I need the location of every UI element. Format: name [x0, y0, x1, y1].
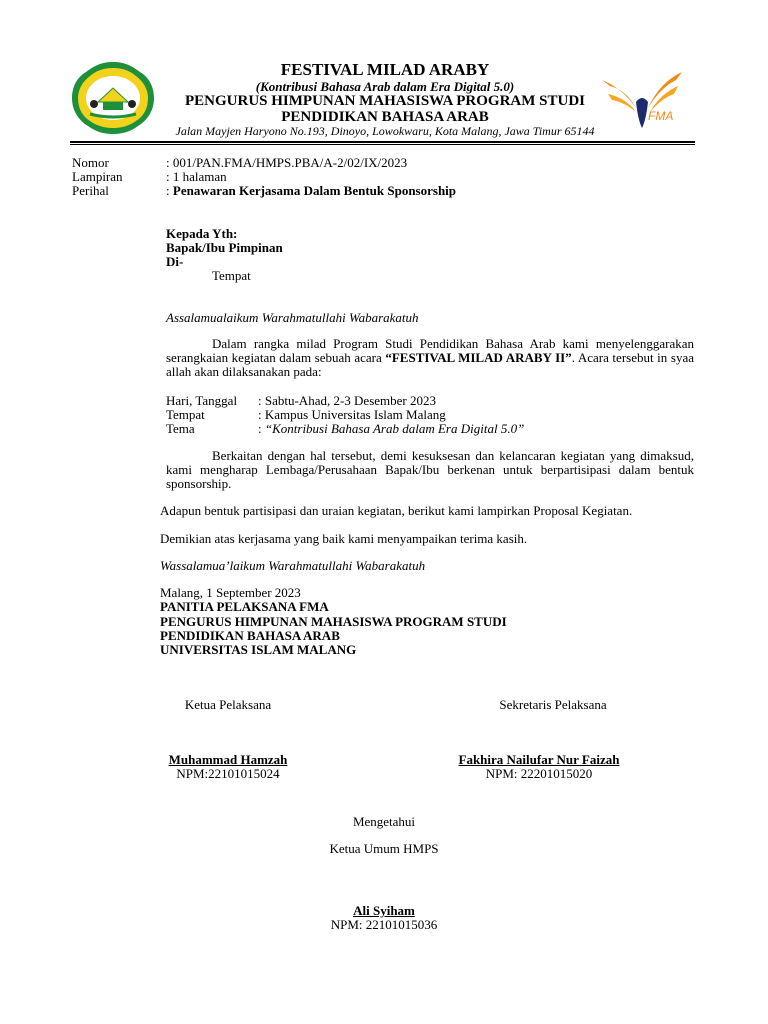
fma-logo-text: FMA — [648, 109, 674, 123]
fma-logo — [596, 68, 688, 134]
lampiran-label: Lampiran — [72, 169, 123, 184]
detail-tempat-value: : Kampus Universitas Islam Malang — [258, 407, 446, 422]
letterhead-org-line1: PENGURUS HIMPUNAN MAHASISWA PROGRAM STUDI — [184, 93, 586, 109]
detail-tempat-label: Tempat — [166, 407, 205, 422]
place-date: Malang, 1 September 2023 — [160, 585, 301, 600]
sender-line4: UNIVERSITAS ISLAM MALANG — [160, 642, 357, 657]
nomor-value: : 001/PAN.FMA/HMPS.PBA/A-2/02/IX/2023 — [166, 155, 408, 170]
right-signatory-npm: NPM: 22201015020 — [485, 766, 593, 781]
left-signatory-npm: NPM:22101015024 — [176, 766, 280, 781]
paragraph-thanks: Demikian atas kerjasama yang baik kami menyampaikan terima kasih. — [160, 531, 528, 546]
paragraph-sponsorship — [166, 449, 694, 491]
paragraph-sponsorship-text: Berkaitan dengan hal tersebut, demi kesuksesan dan kelancaran kegiatan yang dimaksud, kami mengharap Lembaga/Perusahaan Bapak/Ibu berkenan untuk berpartisipasi dalam bentuk sponsorship. — [166, 448, 694, 491]
closing-greeting: Wassalamua’laikum Warahmatullahi Wabarakatuh — [160, 558, 426, 573]
detail-hari-label: Hari, Tanggal — [166, 393, 238, 408]
recipient-line2: Bapak/Ibu Pimpinan — [166, 240, 283, 255]
event-name: “FESTIVAL MILAD ARABY II” — [385, 350, 572, 365]
center-signatory-role: Ketua Umum HMPS — [329, 841, 439, 856]
sender-line3: PENDIDIKAN BAHASA ARAB — [160, 628, 340, 643]
letterhead-rule — [70, 141, 695, 143]
detail-hari-value: : Sabtu-Ahad, 2-3 Desember 2023 — [258, 393, 436, 408]
letterhead-rule-thin — [70, 144, 695, 145]
greeting: Assalamualaikum Warahmatullahi Wabarakatuh — [166, 310, 419, 325]
right-signatory-role: Sekretaris Pelaksana — [499, 697, 607, 712]
left-signatory-role: Ketua Pelaksana — [184, 697, 272, 712]
detail-tema-value: “Kontribusi Bahasa Arab dalam Era Digital 5.0” — [264, 421, 525, 436]
mengetahui-label: Mengetahui — [352, 814, 416, 829]
letterhead-org-line2: PENDIDIKAN BAHASA ARAB — [281, 109, 489, 125]
letterhead-title: FESTIVAL MILAD ARABY — [280, 60, 490, 79]
perihal-value: Penawaran Kerjasama Dalam Bentuk Sponsorship — [172, 183, 457, 198]
paragraph-attachment: Adapun bentuk partisipasi dan uraian kegiatan, berikut kami lampirkan Proposal Kegiatan. — [160, 503, 633, 518]
perihal-row — [166, 183, 456, 198]
detail-tema-row — [258, 421, 524, 436]
paragraph-intro-tail: . Acara tersebut in syaa allah akan dilaksanakan pada: — [166, 350, 694, 379]
sender-line2: PENGURUS HIMPUNAN MAHASISWA PROGRAM STUDI — [160, 614, 507, 629]
detail-tema-label: Tema — [166, 421, 195, 436]
paragraph-intro — [166, 337, 694, 379]
left-signatory-name: Muhammad Hamzah — [168, 752, 288, 767]
lampiran-value: : 1 halaman — [166, 169, 227, 184]
hmps-logo — [70, 60, 156, 136]
detail-tema-colon: : — [258, 421, 265, 436]
recipient-line3: Di- — [166, 254, 184, 269]
sender-line1: PANITIA PELAKSANA FMA — [160, 599, 329, 614]
recipient-line1: Kepada Yth: — [166, 226, 238, 241]
letterhead-address: Jalan Mayjen Haryono No.193, Dinoyo, Lowokwaru, Kota Malang, Jawa Timur 65144 — [175, 124, 595, 138]
right-signatory-name: Fakhira Nailufar Nur Faizah — [458, 752, 620, 767]
perihal-colon: : — [166, 183, 173, 198]
recipient-line4: Tempat — [212, 268, 251, 283]
perihal-label: Perihal — [72, 183, 109, 198]
nomor-label: Nomor — [72, 155, 109, 170]
center-signatory-npm: NPM: 22101015036 — [330, 917, 438, 932]
paragraph-intro-text: Dalam rangka milad Program Studi Pendidikan Bahasa Arab kami menyelenggarakan serangkaian kegiatan dalam sebuah acara — [166, 336, 694, 365]
letterhead-subtitle: (Kontribusi Bahasa Arab dalam Era Digital 5.0) — [255, 79, 515, 94]
center-signatory-name: Ali Syiham — [353, 903, 415, 918]
